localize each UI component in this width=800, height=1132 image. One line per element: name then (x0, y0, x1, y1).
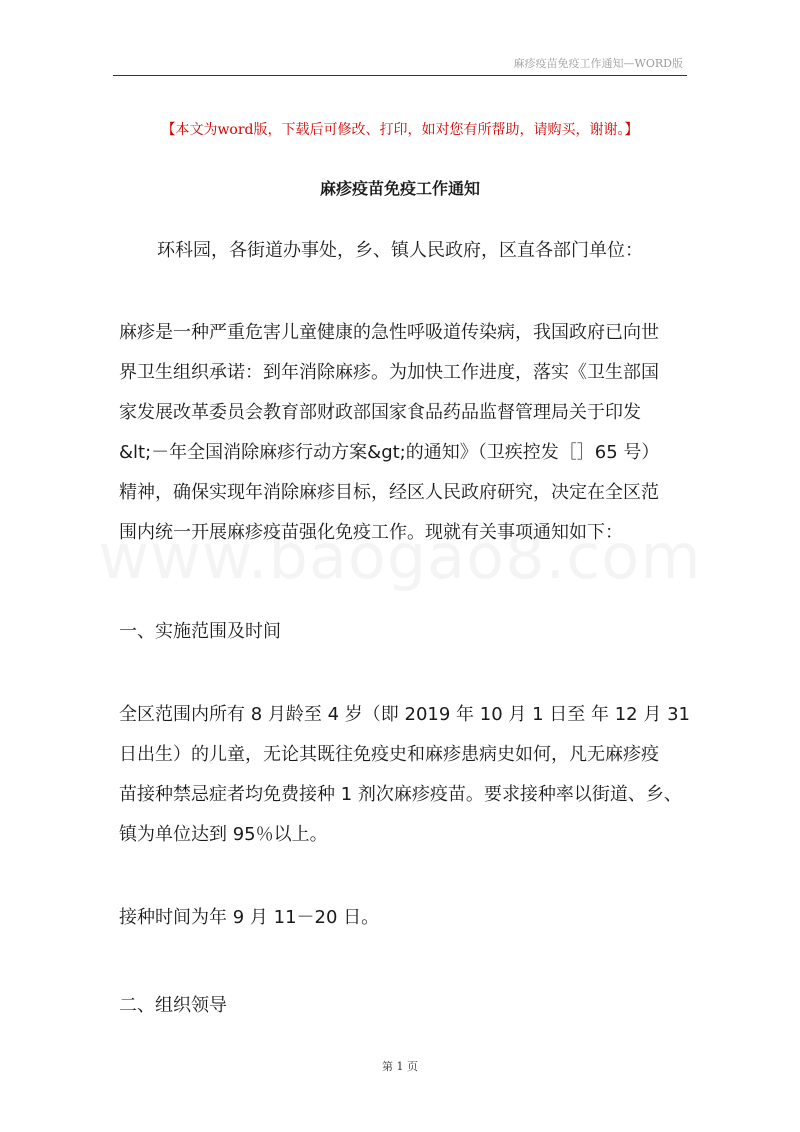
purchase-notice: 【本文为word版，下载后可修改、打印，如对您有所帮助，请购买，谢谢。】 (161, 122, 639, 138)
header-divider (113, 75, 687, 76)
paragraph-line: 镇为单位达到 95％以上。 (119, 824, 328, 845)
section-heading-organization: 二、组织领导 (119, 995, 227, 1016)
section-heading-scope: 一、实施范围及时间 (119, 621, 281, 642)
scope-paragraph (119, 695, 694, 855)
document-title: 麻疹疫苗免疫工作通知 (319, 179, 480, 198)
paragraph-line: 界卫生组织承诺：到年消除麻疹。为加快工作进度，落实《卫生部国 (119, 362, 659, 383)
paragraph-line: &lt;－年全国消除麻疹行动方案&gt;的通知》（卫疾控发［］65 号） (119, 442, 660, 463)
paragraph-line: 日出生）的儿童，无论其既往免疫史和麻疹患病史如何，凡无麻疹疫 (119, 744, 659, 765)
vaccination-time: 接种时间为年 9 月 11－20 日。 (119, 907, 380, 928)
intro-paragraph (119, 313, 694, 553)
paragraph-line: 精神，确保实现年消除麻疹目标，经区人民政府研究，决定在全区范 (119, 482, 659, 503)
page-number: 第 1 页 (382, 1060, 418, 1073)
running-header: 麻疹疫苗免疫工作通知—WORD版 (513, 57, 683, 70)
paragraph-line: 全区范围内所有 8 月龄至 4 岁（即 2019 年 10 月 1 日至 年 12 月 31 (119, 704, 690, 725)
paragraph-line: 家发展改革委员会教育部财政部国家食品药品监督管理局关于印发 (119, 402, 641, 423)
paragraph-line: 围内统一开展麻疹疫苗强化免疫工作。现就有关事项通知如下： (119, 522, 623, 543)
paragraph-line: 麻疹是一种严重危害儿童健康的急性呼吸道传染病，我国政府已向世 (119, 322, 659, 343)
paragraph-line: 苗接种禁忌症者均免费接种 1 剂次麻疹疫苗。要求接种率以街道、乡、 (119, 784, 682, 805)
salutation: 环科园，各街道办事处，乡、镇人民政府，区直各部门单位： (157, 240, 643, 261)
